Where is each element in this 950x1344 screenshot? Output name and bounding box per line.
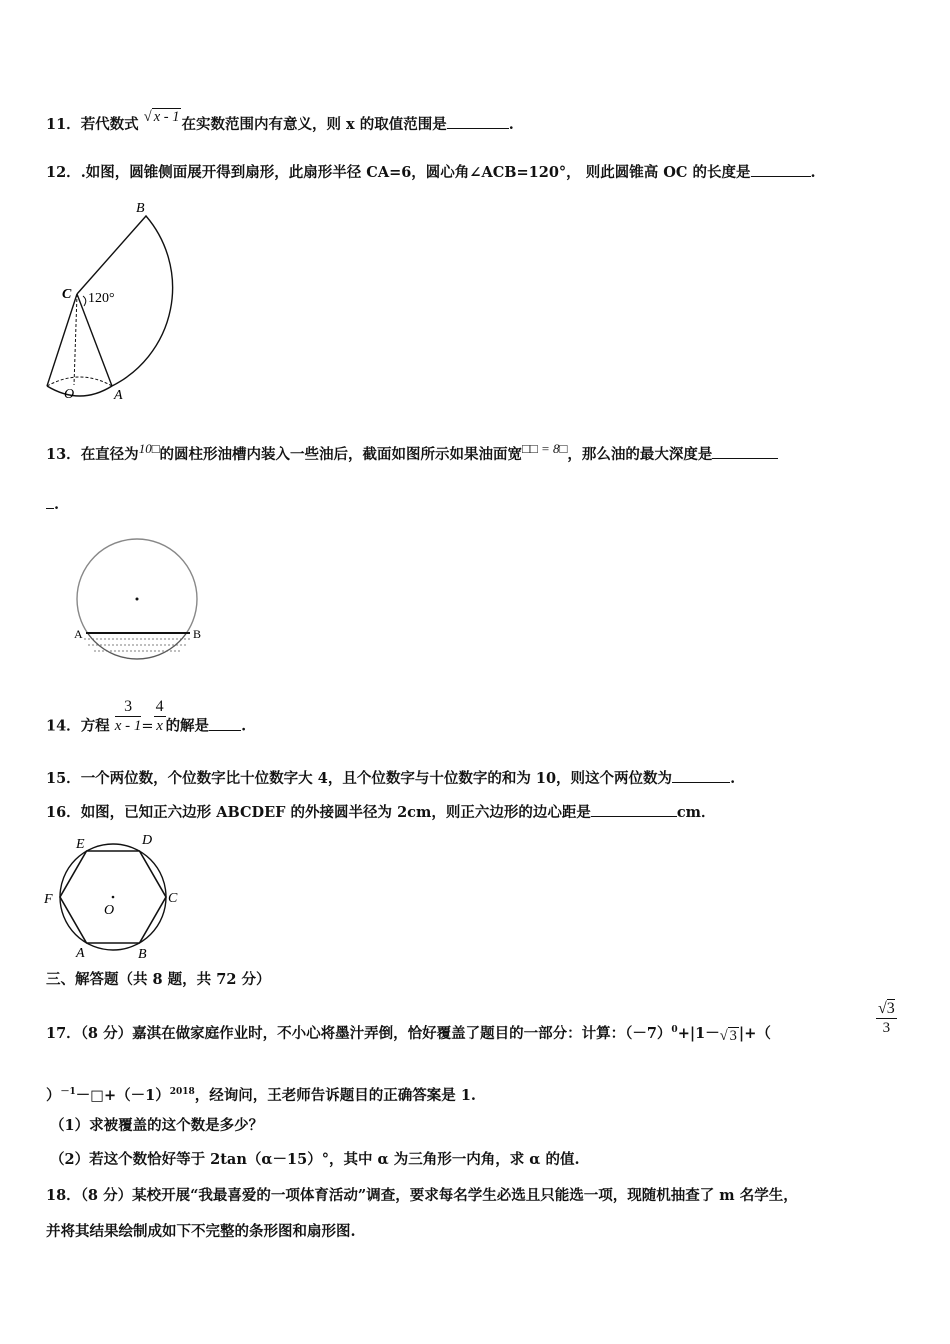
fraction-sqrt3-over-3: $\frac{√3}{3}$ [878,1000,895,1036]
question-12: 12．.如图，圆锥侧面展开得到扇形，此扇形半径 CA=6，圆心角∠ACB=120°， 则此圆锥高 OC 的长度是 . [46,164,816,181]
sqrt-expression: √ x - 1 [143,109,180,125]
answer-blank [447,114,509,129]
question-18: 18．（8 分）某校开展“我最喜爱的一项体育活动”调查，要求每名学生必选且只能选一项，现随机抽查了 m 名学生， [46,1187,798,1204]
hexagon-figure [40,830,190,964]
question-15: 15．一个两位数，个位数字比十位数字大 4，且个位数字与十位数字的和为 10，则这个两位数为 . [46,770,736,787]
label-O: O [104,903,115,918]
angle-label: 120° [88,291,115,306]
label-B: B [193,627,202,641]
question-13: 13．在直径为10□的圆柱形油槽内装入一些油后，截面如图所示如果油面宽□□ = 8□，那么油的最大深度是 [46,444,778,465]
label-B: B [138,947,147,962]
question-17-part2: （2）若这个数恰好等于 2tan（α－15）°，其中 α 为三角形一内角，求 α 的值. [50,1151,580,1168]
section-heading: 三、解答题（共 8 题，共 72 分） [46,971,271,988]
label-D: D [142,833,153,848]
cone-sector-figure [40,196,200,406]
label-O: O [64,387,75,402]
fraction-2: $\frac{4}{x}$ [155,698,164,734]
question-17-part1: （1）求被覆盖的这个数是多少？ [50,1117,264,1134]
label-A: A [74,627,83,641]
question-11: 11．若代数式 √ x - 1 在实数范围内有意义，则 x 的取值范围是 . [46,109,514,133]
question-16: 16．如图，已知正六边形 ABCDEF 的外接圆半径为 2cm，则正六边形的边心距是 cm． [46,804,716,821]
label-A: A [76,946,85,961]
answer-blank [712,444,778,459]
question-17-line2: ）$^{-1}-□+(-1)^{2018}$，经询问，王老师告诉题目的正确答案是 1. [46,1086,476,1104]
label-F: F [44,892,53,907]
label-B: B [136,201,145,216]
answer-blank [672,768,730,783]
answer-blank [591,802,677,817]
question-14: 14．方程 $\frac{3}{x - 1}$ = $\frac{4}{x}$ 的解是 . [46,698,247,735]
label-A: A [114,388,123,403]
label-C: C [62,287,72,302]
oil-tank-figure [64,532,214,666]
answer-blank [751,162,811,177]
question-17: 17．（8 分）嘉淇在做家庭作业时，不小心将墨汁弄倒，恰好覆盖了题目的一部分：计算：$(-7)^0+|1-√$ 3 |+（ [46,1024,771,1044]
label-E: E [76,837,85,852]
fraction-1: $\frac{3}{x - 1}$ [114,698,142,734]
question-13-continued: . [46,494,59,515]
question-18-line2: 并将其结果绘制成如下不完整的条形图和扇形图. [46,1223,356,1240]
label-C: C [168,891,178,906]
answer-blank [209,716,241,731]
